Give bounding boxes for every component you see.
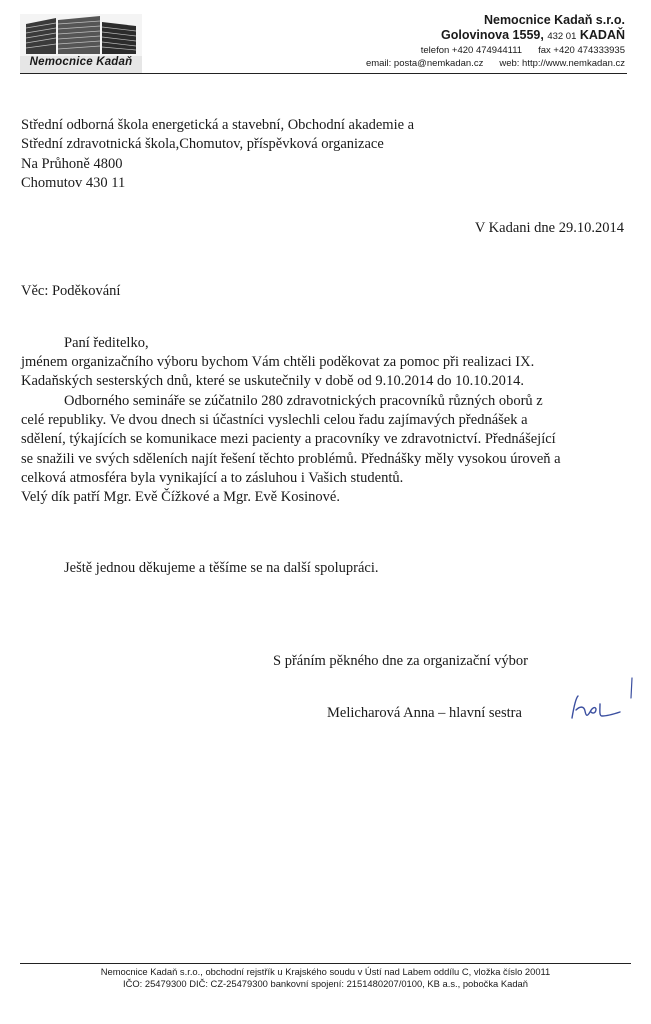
signer-name: Melicharová Anna – hlavní sestra (327, 705, 522, 721)
body-line: se snažili ve svých sděleních najít řešení těchto problémů. Přednášky měly vysokou úroveň a (21, 451, 561, 467)
closing-sentence: Ještě jednou děkujeme a těšíme se na další spolupráci. (64, 560, 379, 576)
handwritten-signature (558, 676, 638, 726)
footer-registry-line: Nemocnice Kadaň s.r.o., obchodní rejstřík u Krajského soudu v Ústí nad Labem oddílu C, vložka číslo 20011 (100, 966, 551, 977)
zip-code: 432 01 (547, 31, 577, 42)
recipient-line-4: Chomutov 430 11 (21, 175, 126, 191)
company-address (441, 28, 625, 42)
body-line: celková atmosféra byla vynikající a to zásluhou i Vašich studentů. (21, 470, 404, 486)
letter-date: V Kadani dne 29.10.2014 (474, 220, 624, 236)
body-line: Velý dík patří Mgr. Evě Čížkové a Mgr. Evě Kosinové. (21, 489, 340, 505)
header-divider (20, 73, 627, 74)
footer-bank-line: IČO: 25479300 DIČ: CZ-25479300 bankovní spojení: 2151480207/0100, KB a.s., pobočka Kadaň (123, 978, 528, 989)
city: KADAŇ (579, 28, 625, 42)
body-line: jménem organizačního výboru bychom Vám chtěli poděkovat za pomoc při realizaci IX. (21, 354, 535, 370)
recipient-line-2: Střední zdravotnická škola,Chomutov, příspěvková organizace (21, 136, 384, 152)
body-line: Kadaňských sesterských dnů, které se uskutečnily v době od 9.10.2014 do 10.10.2014. (21, 373, 524, 389)
street: Golovinova 1559, (441, 28, 544, 42)
contact-phone-line (421, 45, 625, 56)
logo-text: Nemocnice Kadaň (29, 56, 133, 68)
regards-line: S přáním pěkného dne za organizační výbor (273, 653, 529, 669)
body-line: Odborného semináře se zúčatnilo 280 zdravotnických pracovníků různých oborů z (64, 393, 543, 409)
salutation: Paní ředitelko, (64, 335, 149, 351)
letter-subject: Věc: Poděkování (21, 283, 121, 299)
fax: fax +420 474333935 (538, 45, 625, 56)
recipient-line-1: Střední odborná škola energetická a stavební, Obchodní akademie a (21, 117, 415, 133)
web-link[interactable]: web: http://www.nemkadan.cz (499, 58, 625, 69)
email-link[interactable]: email: posta@nemkadan.cz (365, 58, 484, 69)
body-line: celé republiky. Ve dvou dnech si účastníci vyslechli celou řadu zajímavých přednášek a (21, 412, 528, 428)
recipient-line-3: Na Průhoně 4800 (21, 156, 123, 172)
body-line: sdělení, týkajících se komunikace mezi pacienty a pracovníky ve zdravotnictví. Přednášející (21, 431, 556, 447)
telefon: telefon +420 474944111 (420, 45, 523, 56)
footer-divider (20, 963, 631, 964)
contact-web-line (366, 58, 625, 69)
company-name: Nemocnice Kadaň s.r.o. (483, 13, 625, 27)
